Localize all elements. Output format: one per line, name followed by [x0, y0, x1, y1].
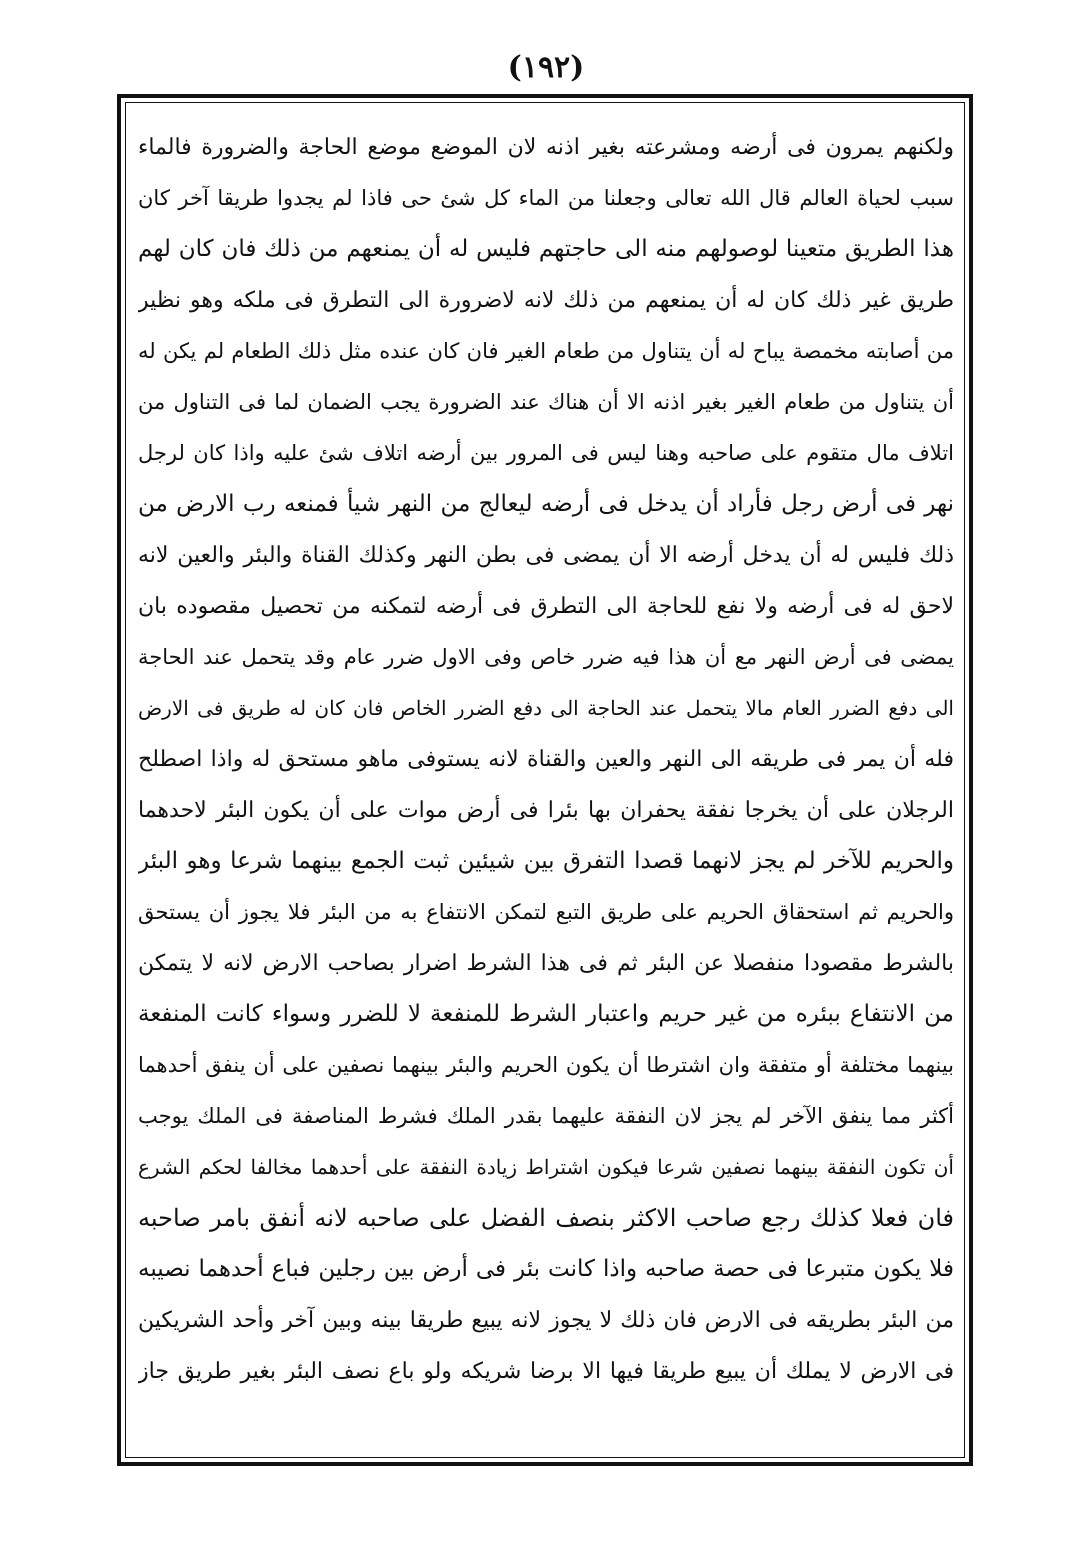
text-line-4: طريق غير ذلك كان له أن يمنعهم من ذلك لانه لاضرورة الى التطرق فى ملكه وهو نظير [138, 288, 954, 313]
text-line-23: فلا يكون متبرعا فى حصة صاحبه واذا كانت بئر فى أرض بين رجلين فباع أحدهما نصيبه [138, 1256, 954, 1282]
text-line-16: والحريم ثم استحقاق الحريم على طريق التبع لتمكن الانتفاع به من البئر فلا يجوز أن يستحق [138, 900, 954, 924]
text-line-13: فله أن يمر فى طريقه الى النهر والعين والقناة لانه يستوفى ماهو مستحق له واذا اصطلح [138, 747, 954, 772]
text-line-24: من البئر بطريقه فى الارض فان ذلك لا يجوز لانه يبيع طريقا بينه وبين آخر وأحد الشريكين [138, 1308, 954, 1333]
text-line-19: بينهما مختلفة أو متفقة وان اشترطا أن يكون الحريم والبئر بينهما نصفين على أن ينفق أحدهما [138, 1053, 954, 1077]
text-line-18: من الانتفاع ببئره من غير حريم واعتبار الشرط للمنفعة لا للضرر وسواء كانت المنفعة [138, 1001, 954, 1027]
body-text [138, 122, 954, 1442]
text-line-8: نهر فى أرض رجل فأراد أن يدخل فى أرضه ليعالج من النهر شيأ فمنعه رب الارض من [138, 491, 954, 517]
text-line-17: بالشرط مقصودا منفصلا عن البئر ثم فى هذا الشرط اضرار بصاحب الارض لانه لا يتمكن [138, 951, 954, 976]
text-line-15: والحريم للآخر لم يجز لانهما قصدا التفرق بين شيئين ثبت الجمع بينهما شرعا وهو البئر [138, 848, 954, 874]
text-line-14: الرجلان على أن يخرجا نفقة يحفران بها بئرا فى أرض موات على أن يكون البئر لاحدهما [138, 798, 954, 823]
text-line-5: من أصابته مخمصة يباح له أن يتناول من طعام الغير فان كان عنده مثل ذلك الطعام لم يكن له [138, 339, 954, 363]
text-line-6: أن يتناول من طعام الغير بغير اذنه الا أن هناك عند الضرورة يجب الضمان لما فى التناول من [138, 390, 954, 414]
text-line-22: فان فعلا كذلك رجع صاحب الاكثر بنصف الفضل على صاحبه لانه أنفق بامر صاحبه [138, 1204, 954, 1232]
page-number: (١٩٢) [507, 50, 585, 85]
text-line-3: هذا الطريق متعينا لوصولهم منه الى حاجتهم فليس له أن يمنعهم من ذلك فان كان لهم [138, 236, 954, 262]
text-line-11: يمضى فى أرض النهر مع أن هذا فيه ضرر خاص وفى الاول ضرر عام وقد يتحمل عند الحاجة [138, 645, 954, 669]
text-line-7: اتلاف مال متقوم على صاحبه وهنا ليس فى المرور بين أرضه اتلاف شئ عليه واذا كان لرجل [138, 441, 954, 465]
text-line-20: أكثر مما ينفق الآخر لم يجز لان النفقة عليهما بقدر الملك فشرط المناصفة فى الملك يوجب [138, 1104, 954, 1128]
text-line-21: أن تكون النفقة بينهما نصفين شرعا فيكون اشتراط زيادة النفقة على أحدهما مخالفا لحكم الشرع [138, 1155, 954, 1179]
text-line-1: ولكنهم يمرون فى أرضه ومشرعته بغير اذنه لان الموضع موضع الحاجة والضرورة فالماء [138, 135, 954, 160]
text-line-10: لاحق له فى أرضه ولا نفع للحاجة الى التطرق فى أرضه لتمكنه من تحصيل مقصوده بان [138, 594, 954, 619]
text-line-12: الى دفع الضرر العام مالا يتحمل عند الحاجة الى دفع الضرر الخاص فان كان له طريق فى الارض [138, 696, 954, 720]
text-line-2: سبب لحياة العالم قال الله تعالى وجعلنا من الماء كل شئ حى فاذا لم يجدوا طريقا آخر كان [138, 186, 954, 210]
text-line-9: ذلك فليس له أن يدخل أرضه الا أن يمضى فى بطن النهر وكذلك القناة والبئر والعين لانه [138, 543, 954, 568]
text-line-25: فى الارض لا يملك أن يبيع طريقا فيها الا برضا شريكه ولو باع نصف البئر بغير طريق جاز [138, 1359, 954, 1384]
